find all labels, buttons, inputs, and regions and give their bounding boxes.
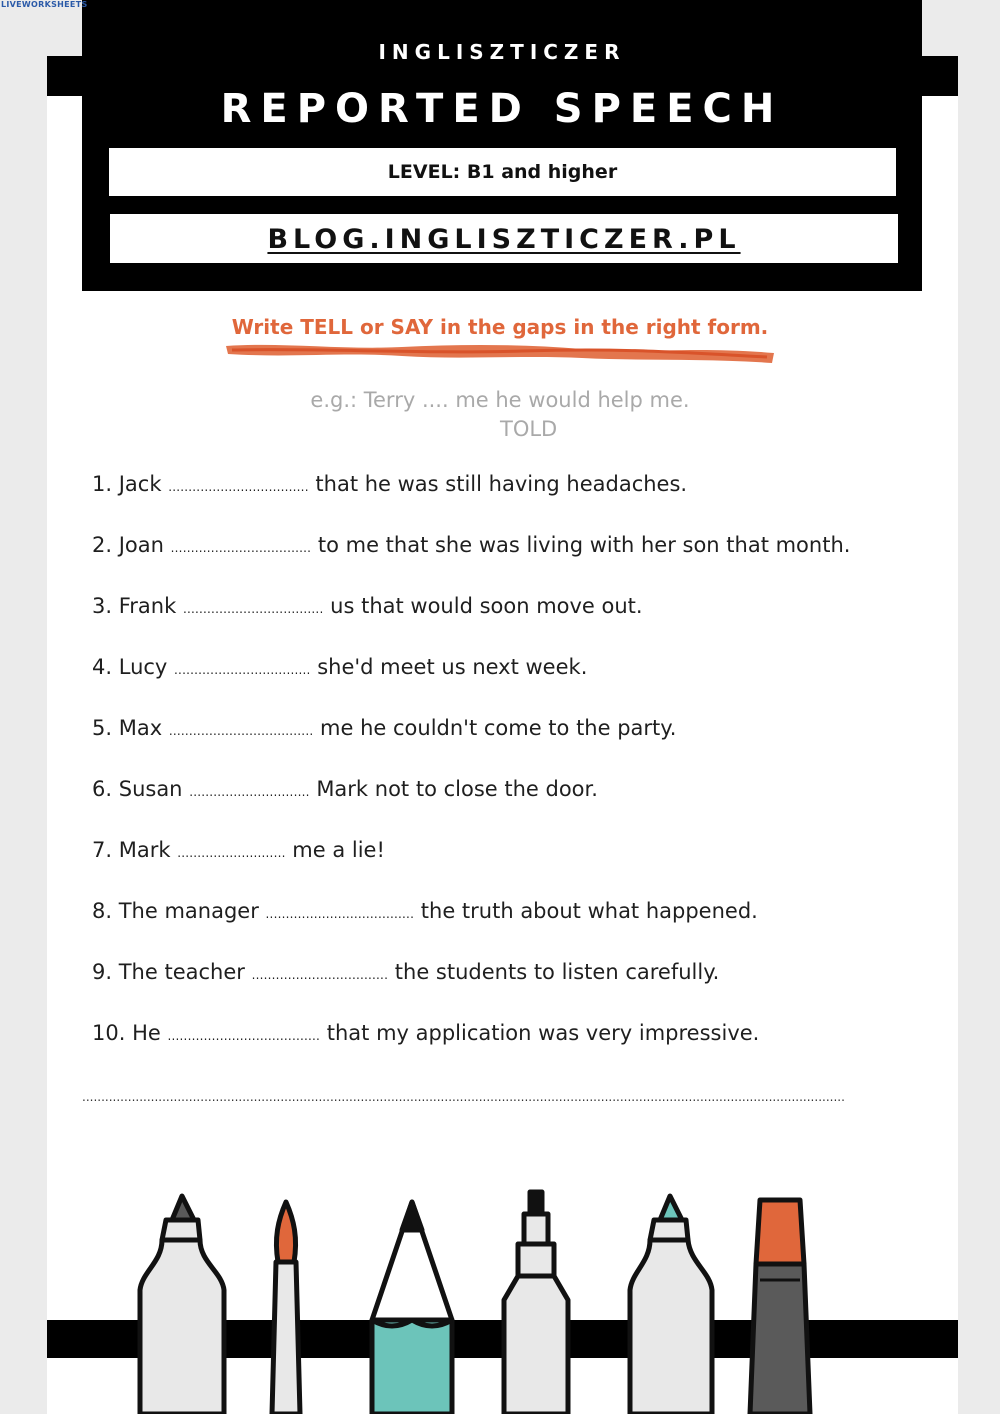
exercise-text-before: Joan (118, 533, 164, 557)
exercise-text-before: Jack (118, 472, 162, 496)
exercise-text-after: the truth about what happened. (420, 899, 758, 923)
exercise-text-after: that he was still having headaches. (315, 472, 688, 496)
exercise-text-after: that my application was very impressive. (326, 1021, 760, 1045)
answer-gap[interactable]: .................................. (174, 663, 311, 677)
answer-gap[interactable]: ................................... (170, 541, 312, 555)
exercise-text-after: she'd meet us next week. (317, 655, 588, 679)
answer-gap[interactable]: ..................................... (265, 907, 415, 921)
exercise-text-after: to me that she was living with her son that month. (317, 533, 851, 557)
art-tools-illustration (0, 1180, 1000, 1414)
header-left-tab (47, 56, 87, 96)
teal-marker-icon (630, 1196, 712, 1414)
exercise-text-before: Frank (118, 594, 177, 618)
brand-name: INGLISZTICZER (378, 40, 626, 64)
exercise-item (82, 592, 882, 624)
exercise-text-before: Lucy (118, 655, 168, 679)
watermark-logo: LIVEWORKSHEETS (1, 0, 88, 9)
level-label: LEVEL: B1 and higher (109, 148, 896, 196)
example-answer: TOLD (500, 417, 558, 441)
exercise-list (82, 470, 882, 1080)
blog-link-text: BLOG.INGLISZTICZER.PL (267, 224, 741, 255)
exercise-number: 10. (92, 1021, 126, 1045)
exercise-item (82, 531, 882, 563)
answer-gap[interactable]: .............................. (189, 785, 310, 799)
answer-gap[interactable]: ........................... (177, 846, 286, 860)
teal-pencil-icon (372, 1202, 452, 1414)
exercise-number: 1. (92, 472, 113, 496)
exercise-number: 9. (92, 960, 113, 984)
exercise-text-before: The manager (118, 899, 259, 923)
exercise-text-before: Susan (118, 777, 183, 801)
header-right-tab (918, 56, 958, 96)
exercise-item (82, 1019, 882, 1051)
exercise-text-before: Mark (118, 838, 171, 862)
answer-gap[interactable]: ................................... (168, 480, 309, 494)
example-sentence: e.g.: Terry .... me he would help me. (310, 388, 690, 412)
exercise-item (82, 958, 882, 990)
exercise-text-after: me a lie! (292, 838, 385, 862)
exercise-text-after: me he couldn't come to the party. (320, 716, 677, 740)
exercise-number: 8. (92, 899, 113, 923)
exercise-number: 4. (92, 655, 113, 679)
exercise-text-before: The teacher (118, 960, 245, 984)
exercise-number: 7. (92, 838, 113, 862)
exercise-text-before: He (132, 1021, 161, 1045)
exercise-item (82, 714, 882, 746)
exercise-text-after: us that would soon move out. (330, 594, 643, 618)
exercise-number: 6. (92, 777, 113, 801)
exercise-number: 2. (92, 533, 113, 557)
answer-gap[interactable]: .................................. (251, 968, 389, 982)
fineliner-pen-icon (504, 1192, 568, 1414)
header-block (82, 0, 922, 291)
exercise-item (82, 836, 882, 868)
answer-gap[interactable]: .................................... (168, 724, 314, 738)
exercise-item (82, 897, 882, 929)
final-answer-line[interactable]: ........................................................................................................................................................................................................ (82, 1090, 845, 1104)
exercise-number: 5. (92, 716, 113, 740)
flat-brush-icon (750, 1200, 810, 1414)
exercise-number: 3. (92, 594, 113, 618)
exercise-item (82, 775, 882, 807)
exercise-item (82, 653, 882, 685)
brush-underline-icon (222, 336, 778, 372)
answer-gap[interactable]: ...................................... (167, 1029, 321, 1043)
orange-brush-icon (272, 1202, 300, 1414)
blog-link[interactable] (110, 214, 898, 263)
page-title: REPORTED SPEECH (220, 86, 784, 132)
exercise-text-after: the students to listen carefully. (394, 960, 720, 984)
exercise-text-before: Max (118, 716, 169, 740)
gray-marker-icon (140, 1196, 224, 1414)
instruction-text: Write TELL or SAY in the gaps in the right form. (231, 315, 769, 339)
exercise-item (82, 470, 882, 502)
exercise-text-after: Mark not to close the door. (316, 777, 598, 801)
answer-gap[interactable]: ................................... (182, 602, 324, 616)
